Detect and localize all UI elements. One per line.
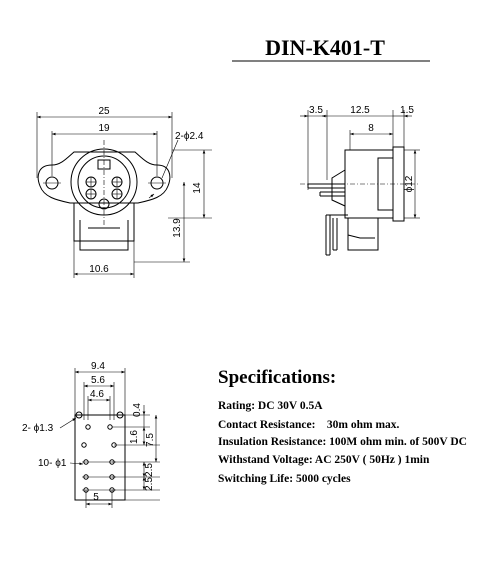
dim-w94: 9.4 [91, 361, 105, 372]
footprint-view [22, 361, 160, 508]
drawing-title: DIN-K401-T [265, 35, 385, 60]
dim-height-14: 14 [192, 182, 203, 194]
dim-base-width: 10.6 [89, 264, 109, 275]
dim-d16: 1.6 [129, 430, 140, 444]
pad [108, 425, 112, 429]
dim-w5: 5 [93, 492, 99, 503]
dim-depth: 8 [368, 123, 374, 134]
side-view [300, 105, 420, 255]
pad [82, 443, 86, 447]
dim-d25a: 2.5 [144, 463, 155, 477]
callout-1: 10- ϕ1 [38, 458, 67, 469]
dim-d25b: 2.5 [144, 477, 155, 491]
dim-flange: 1.5 [400, 105, 414, 116]
specifications-heading: Specifications: [218, 367, 337, 388]
callout-13: 2- ϕ1.3 [22, 423, 54, 434]
hole-callout: 2-ϕ2.4 [175, 131, 204, 142]
hole-callout-leader [162, 140, 178, 178]
dim-w56: 5.6 [91, 375, 105, 386]
spec-withstand-voltage: Withstand Voltage: AC 250V ( 50Hz ) 1min [218, 454, 430, 466]
footprint-outline [75, 415, 125, 500]
dim-d04: 0.4 [132, 403, 143, 417]
dim-w46: 4.6 [90, 389, 104, 400]
dim-hole-pitch: 19 [98, 123, 110, 134]
pad [86, 425, 90, 429]
spec-insulation-resistance: Insulation Resistance: 100M ohm min. of 500V DC [218, 436, 467, 448]
dim-d75: 7.5 [145, 433, 156, 447]
dim-diameter: ϕ12 [404, 175, 415, 193]
front-view [37, 106, 212, 278]
spec-contact-resistance: Contact Resistance: 30m ohm max. [218, 419, 400, 431]
dim-body-len: 12.5 [350, 105, 370, 116]
spec-rating: Rating: DC 30V 0.5A [218, 400, 323, 412]
dim-height-139: 13.9 [172, 218, 183, 238]
spec-switching-life: Switching Life: 5000 cycles [218, 473, 351, 485]
dim-overall-width: 25 [98, 106, 110, 117]
dim-pin-len: 3.5 [309, 105, 323, 116]
